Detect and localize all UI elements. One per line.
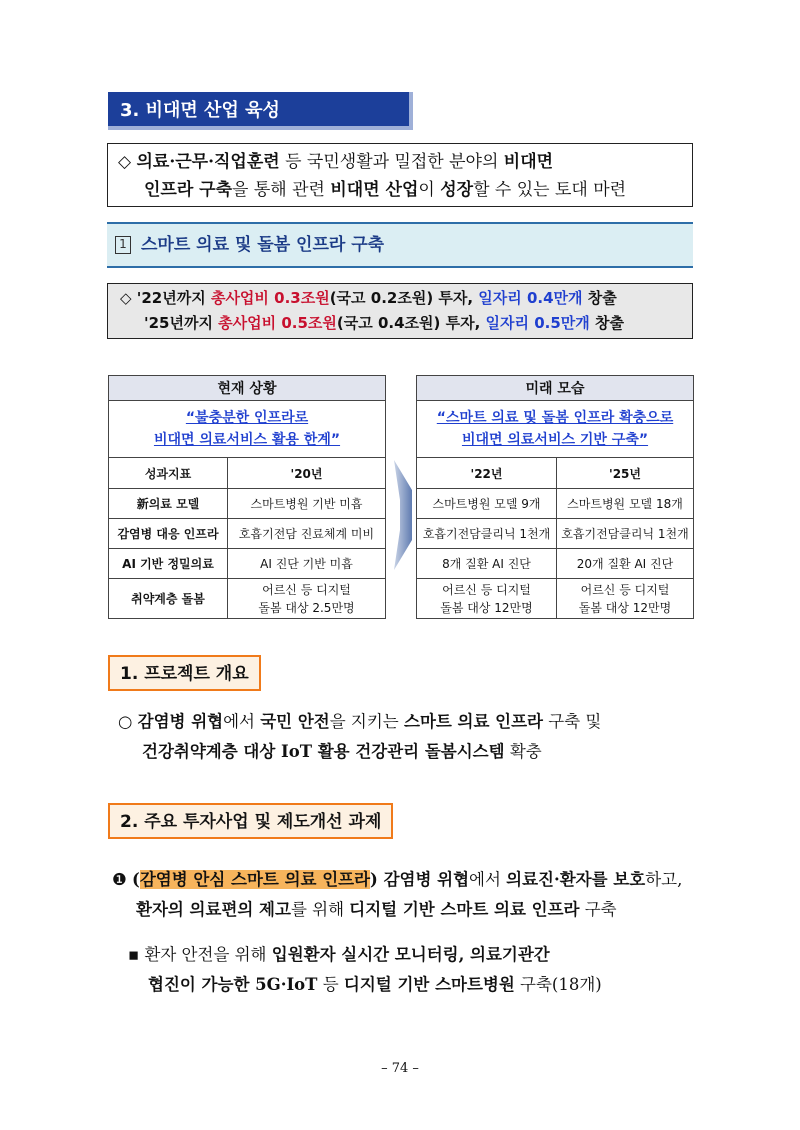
future-value-2025: 호흡기전담클리닉 1천개 [557, 519, 694, 549]
future-header: 미래 모습 [417, 376, 694, 401]
text-run: 일자리 0.5만개 [485, 314, 590, 332]
text-run: ( [132, 870, 140, 889]
text-run: 구축 [579, 900, 617, 919]
text-run: 에서 [223, 712, 261, 731]
overview-title: 1. 프로젝트 개요 [108, 655, 261, 691]
overview-line-1-text [138, 712, 602, 731]
intro-bullet: ◇ [118, 152, 132, 172]
future-value-2025: 20개 질환 AI 진단 [557, 549, 694, 579]
text-run: 이 [418, 180, 441, 200]
overview-line-2 [118, 737, 698, 767]
current-header: 현재 상황 [109, 376, 386, 401]
subheading [107, 222, 693, 268]
text-run: 를 위해 [290, 900, 350, 919]
text-run: 환자 안전을 위해 [144, 945, 272, 964]
current-col-2020: '20년 [228, 458, 386, 489]
text-run: 등 [317, 975, 344, 994]
future-value-2022: 8개 질환 AI 진단 [417, 549, 557, 579]
project-sub-item [128, 940, 698, 1000]
text-run: 에서 [469, 870, 507, 889]
text-run: 환자의 의료편의 제고 [136, 900, 291, 919]
overview-paragraph [118, 707, 698, 767]
text-run: 성장 [440, 180, 474, 200]
subheading-number: 1 [115, 236, 131, 254]
text-run: 협진이 가능한 5G·IoT [148, 975, 318, 994]
text-run: 구축 및 [543, 712, 602, 731]
future-value-2022: 호흡기전담클리닉 1천개 [417, 519, 557, 549]
project-item-line-1-text [132, 870, 682, 889]
section-title: 3. 비대면 산업 육성 [108, 92, 413, 130]
current-value: 어르신 등 디지털 돌봄 대상 2.5만명 [228, 579, 386, 619]
projects-title: 2. 주요 투자사업 및 제도개선 과제 [108, 803, 393, 839]
overview-line-1 [118, 707, 698, 737]
text-run: 의료·근무·직업훈련 [136, 152, 280, 172]
intro-box [107, 143, 693, 207]
project-item-line-1 [112, 865, 702, 895]
text-run: 총사업비 0.3조원 [210, 289, 330, 307]
text-run: 감염병 위협 [137, 712, 224, 731]
intro-line-1 [118, 148, 692, 176]
transition-arrow-icon [390, 460, 414, 570]
current-quote [109, 401, 386, 458]
text-run: 입원환자 실시간 모니터링, 의료기관간 [271, 945, 550, 964]
text-run: 일자리 0.4만개 [478, 289, 583, 307]
overview-bullet: ○ [118, 712, 133, 731]
text-run: 확충 [504, 742, 542, 761]
page-number: – 74 – [381, 1061, 419, 1076]
intro-line-1-text [136, 152, 553, 172]
intro-line-2 [118, 176, 692, 204]
text-run: 의료진·환자를 보호 [506, 870, 646, 889]
current-quote-line-1: “불충분한 인프라로 [185, 410, 309, 426]
project-item-line-2 [112, 895, 702, 925]
text-run: 비대면 [503, 152, 554, 172]
sub-marker: ▪ [128, 945, 140, 964]
indicator-label: 감염병 대응 인프라 [109, 519, 228, 549]
targets-bullet: ◇ [120, 289, 132, 307]
indicator-label: 취약계층 돌봄 [109, 579, 228, 619]
text-run: 총사업비 0.5조원 [218, 314, 337, 332]
text-run: 디지털 기반 스마트 의료 인프라 [349, 900, 580, 919]
future-col-2025: '25년 [557, 458, 694, 489]
text-run: 디지털 기반 스마트병원 [343, 975, 515, 994]
future-table [416, 375, 694, 619]
current-value: AI 진단 기반 미흡 [228, 549, 386, 579]
project-sub-line-1 [128, 940, 698, 970]
future-quote [417, 401, 694, 458]
indicator-label: 新의료 모델 [109, 489, 228, 519]
text-run: 건강취약계층 대상 IoT 활용 건강관리 돌봄시스템 [142, 742, 505, 761]
target-line-1 [120, 286, 692, 311]
targets-box [107, 283, 693, 339]
subheading-title: 스마트 의료 및 돌봄 인프라 구축 [141, 235, 385, 255]
target-line-1-text [137, 289, 617, 307]
indicator-label: AI 기반 정밀의료 [109, 549, 228, 579]
text-run: 비대면 산업 [330, 180, 419, 200]
item-marker: ❶ [112, 870, 127, 889]
current-quote-line-2: 비대면 의료서비스 활용 한계” [153, 432, 341, 448]
text-run: 구축(18개) [514, 975, 602, 994]
text-run: 국민 안전 [260, 712, 330, 731]
text-run: 하고, [645, 870, 683, 889]
future-value-2022: 어르신 등 디지털 돌봄 대상 12만명 [417, 579, 557, 619]
text-run: 을 지키는 [329, 712, 404, 731]
text-run: 창출 [589, 314, 624, 332]
text-run: (국고 0.4조원) 투자, [336, 314, 486, 332]
text-run: 창출 [582, 289, 617, 307]
current-col-indicator: 성과지표 [109, 458, 228, 489]
future-value-2025: 스마트병원 모델 18개 [557, 489, 694, 519]
current-status-table [108, 375, 386, 619]
text-run: '22년까지 [136, 289, 211, 307]
current-value: 호흡기전담 진료체계 미비 [228, 519, 386, 549]
project-item [112, 865, 702, 925]
project-sub-line-1-text [144, 945, 549, 964]
project-sub-line-2 [128, 970, 698, 1000]
text-run: 등 국민생활과 밀접한 분야의 [279, 152, 504, 172]
future-col-2022: '22년 [417, 458, 557, 489]
text-run: 을 통해 관련 [232, 180, 331, 200]
future-quote-line-1: “스마트 의료 및 돌봄 인프라 확충으로 [436, 410, 674, 426]
text-run: 스마트 의료 인프라 [404, 712, 544, 731]
text-run: 감염병 안심 스마트 의료 인프라 [139, 870, 371, 889]
future-value-2025: 어르신 등 디지털 돌봄 대상 12만명 [557, 579, 694, 619]
text-run: ) 감염병 위협 [370, 870, 470, 889]
text-run: 인프라 구축 [144, 180, 233, 200]
future-value-2022: 스마트병원 모델 9개 [417, 489, 557, 519]
text-run: 할 수 있는 토대 마련 [473, 180, 627, 200]
current-value: 스마트병원 기반 미흡 [228, 489, 386, 519]
target-line-2 [120, 311, 692, 336]
text-run: '25년까지 [144, 314, 219, 332]
text-run: (국고 0.2조원) 투자, [329, 289, 479, 307]
future-quote-line-2: 비대면 의료서비스 기반 구축” [461, 432, 649, 448]
